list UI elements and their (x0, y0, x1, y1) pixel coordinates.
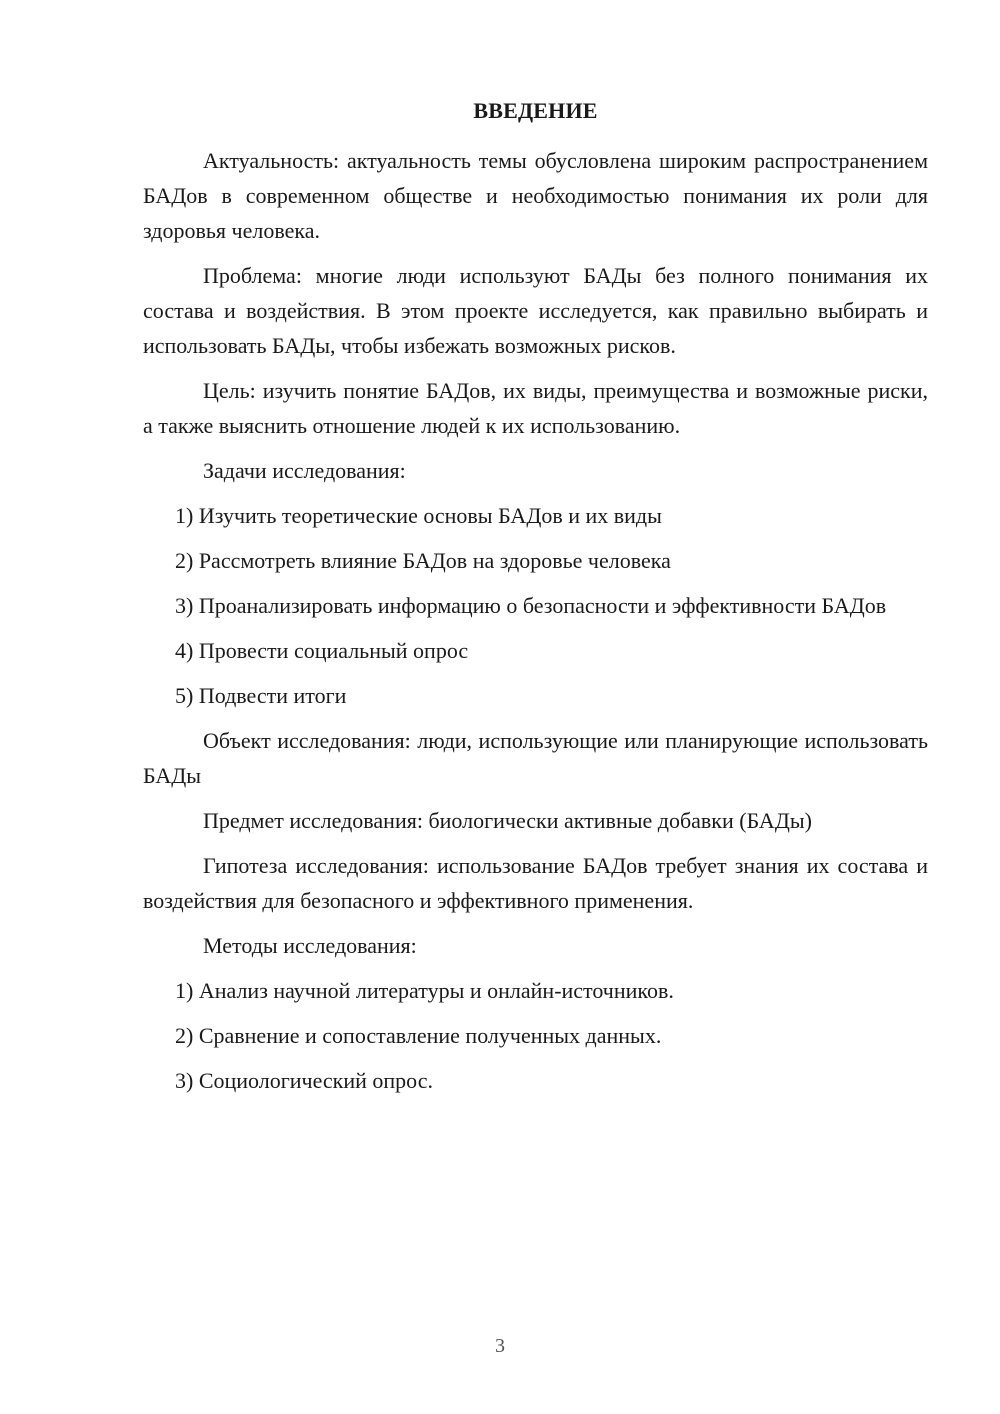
task-item: 3) Проанализировать информацию о безопасности и эффективности БАДов (175, 593, 887, 618)
method-item: 2) Сравнение и сопоставление полученных данных. (175, 1023, 662, 1048)
problem-paragraph: Проблема: многие люди используют БАДы без полного понимания их состава и воздействия. В этом проекте исследуется, как правильно выбирать и использовать БАДы, чтобы избежать возможных рисков. (143, 263, 928, 358)
methods-heading: Методы исследования: (203, 933, 417, 958)
page-title: ВВЕДЕНИЕ (473, 98, 598, 123)
object-paragraph: Объект исследования: люди, использующие или планирующие использовать БАДы (143, 728, 928, 788)
task-item: 2) Рассмотреть влияние БАДов на здоровье человека (175, 548, 671, 573)
task-item: 4) Провести социальный опрос (175, 638, 469, 663)
task-item: 5) Подвести итоги (175, 683, 347, 708)
hypothesis-paragraph: Гипотеза исследования: использование БАДов требует знания их состава и воздействия для безопасного и эффективного применения. (143, 853, 928, 913)
subject-paragraph: Предмет исследования: биологически активные добавки (БАДы) (203, 808, 812, 833)
task-item: 1) Изучить теоретические основы БАДов и их виды (175, 503, 662, 528)
tasks-heading: Задачи исследования: (203, 458, 406, 483)
method-item: 1) Анализ научной литературы и онлайн-источников. (175, 978, 674, 1003)
page-content (143, 96, 928, 1108)
goal-paragraph: Цель: изучить понятие БАДов, их виды, преимущества и возможные риски, а также выяснить отношение людей к их использованию. (143, 378, 928, 438)
method-item: 3) Социологический опрос. (175, 1068, 433, 1093)
page-number: 3 (495, 1335, 505, 1357)
relevance-paragraph: Актуальность: актуальность темы обусловлена широким распространением БАДов в современном обществе и необходимостью понимания их роли для здоровья человека. (143, 148, 928, 243)
